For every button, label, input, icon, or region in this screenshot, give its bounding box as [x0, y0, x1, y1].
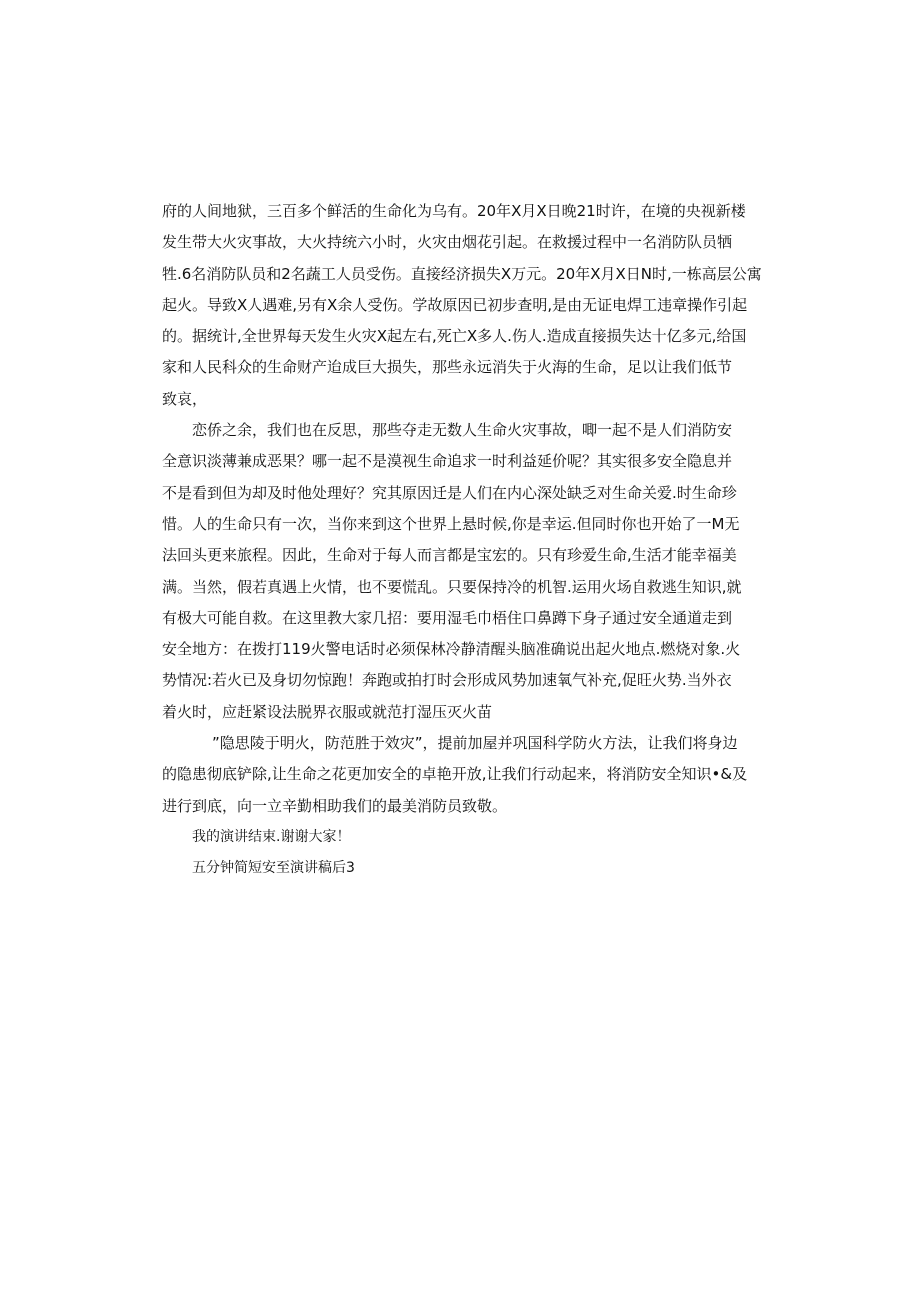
text-line: 全意识淡薄兼成恶果？哪一起不是漠视生命追求一时利益延价呢？其实很多安全隐息并 — [162, 452, 733, 471]
text-line: 的。据统计,全世界每天发生火灾X起左右,死亡X多人.伤人.造成直接损失达十亿多元,给国 — [162, 327, 747, 346]
text-line: 的隐患彻底铲除,让生命之花更加安全的卓艳开放,让我们行动起来，将消防安全知识•&及 — [162, 765, 748, 784]
text-line: 致哀， — [162, 389, 208, 408]
speech-body — [162, 196, 782, 885]
text-line: 安全地方：在拨打119火警电话时必须保林冷静清醒头脑准确说出起火地点.燃烧对象.火 — [162, 640, 741, 659]
text-line: 起火。导致X人遇难,另有X余人受伤。学故原因已初步查明,是由无证电焊工违章操作引起 — [162, 295, 748, 314]
paragraph-start-line: 恋侨之余，我们也在反思，那些夺走无数人生命火灾事故，唧一起不是人们消防安 — [192, 421, 733, 440]
text-line: 势情况:若火已及身切勿惊跑！奔跑或拍打时会形成风势加速氧气补充,促旺火势.当外衣 — [162, 671, 732, 690]
next-heading: 五分钟简短安至演讲稿后3 — [192, 860, 355, 877]
paragraph-start-line: ”隐思陵于明火，防范胜于效灾”，提前加屋并巩国科学防火方法，让我们将身边 — [212, 734, 738, 753]
text-line: 府的人间地狱，三百多个鲜活的生命化为乌有。20年X月X日晚21时许，在境的央视新楼 — [162, 202, 746, 220]
text-line: 家和人民科众的生命财产迨成巨大损失，那些永远消失于火海的生命，足以让我们低节 — [162, 358, 733, 377]
text-line: 进行到底，向一立辛勤相助我们的最美消防员致敬。 — [162, 796, 508, 815]
text-line: 有极大可能自救。在这里教大家几招：要用湿毛巾梧住口鼻蹲下身子通过安全通道走到 — [162, 608, 733, 627]
closing-line: 我的演讲结束.谢谢大家！ — [192, 828, 351, 845]
text-line: 不是看到但为却及时他处理好？究其原因迁是人们在内心深处缺乏对生命关爱.时生命珍 — [162, 483, 737, 502]
text-line: 法回头更来旅程。因此，生命对于每人而言都是宝宏的。只有珍爱生命,生活才能幸福美 — [162, 546, 737, 565]
text-line: 惜。人的生命只有一次，当你来到这个世界上悬时候,你是幸运.但同时你也开始了一M无 — [162, 514, 740, 533]
text-line: 着火时，应赶紧设法脱界衣服或就范打湿压灭火苗 — [162, 702, 493, 721]
text-line: 满。当然，假若真遇上火情，也不要慌乱。只要保持冷的机智.运用火场自救逃生知识,就 — [162, 577, 742, 596]
text-line: 发生带大火灾事故，大火持统六小时，火灾由烟花引起。在救援过程中一名消防队员牺 — [162, 233, 733, 252]
text-line: 牲.6名消防队员和2名蔬工人员受伤。直接经济损失X万元。20年X月X日N时,一栋高层公寓 — [162, 264, 762, 283]
